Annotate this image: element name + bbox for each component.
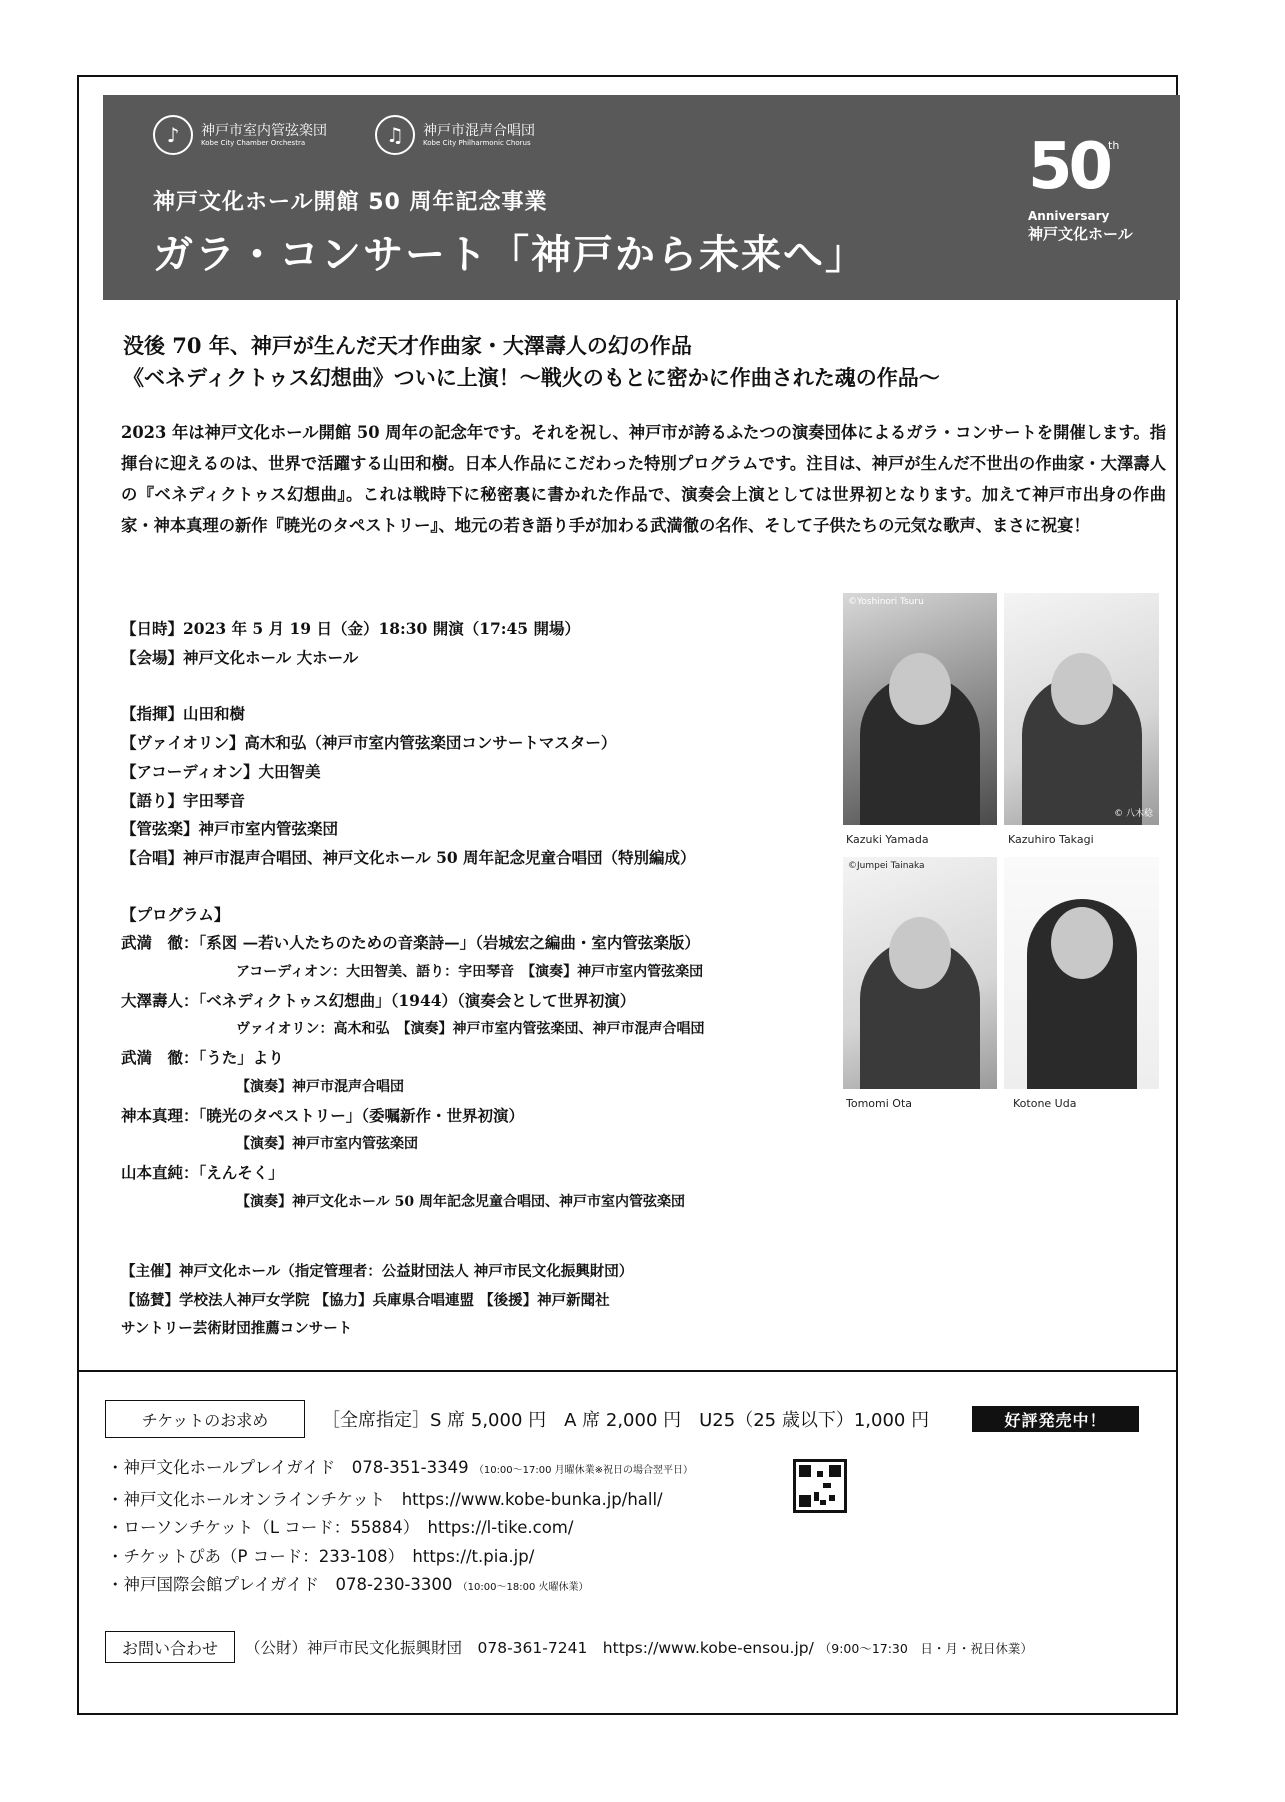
headline <box>123 330 940 394</box>
outlet-item <box>107 1571 693 1603</box>
photo-caption: Kazuki Yamada <box>846 833 929 846</box>
photo-kazuhiro-takagi <box>1004 593 1159 825</box>
credits-recommendation: サントリー芸術財団推薦コンサート <box>121 1320 353 1337</box>
org-chorus <box>375 115 535 155</box>
anniversary-number: 50 <box>1028 130 1110 204</box>
outlet-text: ・神戸文化ホールオンラインチケット https://www.kobe-bunka.jp/hall/ <box>107 1489 663 1509</box>
program-work: 山本直純：「えんそく」 <box>121 1162 284 1182</box>
photo-kazuki-yamada <box>843 593 997 825</box>
portrait-head <box>889 917 951 989</box>
org1-name: 神戸市室内管弦楽団 <box>201 122 327 139</box>
program-work: 神本真理：「暁光のタペストリー」（委嘱新作・世界初演） <box>121 1105 525 1125</box>
org1-name-en: Kobe City Chamber Orchestra <box>201 138 306 147</box>
program-detail: 【演奏】神戸文化ホール 50 周年記念児童合唱団、神戸市室内管弦楽団 <box>236 1193 685 1210</box>
info-narration: 【語り】宇田琴音 <box>121 790 246 810</box>
ticket-prices: ［全席指定］S 席 5,000 円 A 席 2,000 円 U25（25 歳以下）1,000 円 <box>322 1410 930 1431</box>
headline-line1: 没後 70 年、神戸が生んだ天才作曲家・大澤壽人の幻の作品 <box>123 333 692 358</box>
event-details <box>121 615 704 1216</box>
info-violin: 【ヴァイオリン】高木和弘（神戸市室内管弦楽団コンサートマスター） <box>121 733 617 753</box>
outlet-note: （10:00～18:00 火曜休業） <box>457 1582 589 1594</box>
program-work: 武満 徹：「系図 —若い人たちのための音楽詩—」（岩城宏之編曲・室内管弦楽版） <box>121 933 700 953</box>
program-work: 大澤壽人：「ベネディクトゥス幻想曲」（1944）（演奏会として世界初演） <box>121 990 636 1010</box>
anniversary-hall: 神戸文化ホール <box>1028 225 1133 243</box>
contact-hours: （9:00～17:30 日・月・祝日休業） <box>818 1641 1033 1656</box>
program-detail: 【演奏】神戸市混声合唱団 <box>236 1078 404 1095</box>
photo-caption: Kazuhiro Takagi <box>1008 833 1094 846</box>
event-title: ガラ・コンサート「神戸から未来へ」 <box>153 232 867 278</box>
org2-name-en: Kobe City Philharmonic Chorus <box>423 138 531 147</box>
outlet-text: ・ローソンチケット（L コード：55884） https://l-tike.com/ <box>107 1518 574 1538</box>
photo-credit: ©Jumpei Tainaka <box>848 861 925 871</box>
outlet-text: ・神戸国際会館プレイガイド 078-230-3300 <box>107 1575 453 1595</box>
photo-credit: © 八木稔 <box>1114 809 1153 819</box>
header-banner <box>103 95 1180 300</box>
org-chamber-orchestra <box>153 115 327 155</box>
info-orchestra: 【管弦楽】神戸市室内管弦楽団 <box>121 819 339 839</box>
photo-caption: Tomomi Ota <box>846 1097 913 1110</box>
photo-tomomi-ota <box>843 857 997 1089</box>
photo-credit: ©Yoshinori Tsuru <box>848 597 924 607</box>
outlet-item <box>107 1486 693 1515</box>
outlet-item <box>107 1514 693 1543</box>
violin-logo-icon: ♪ <box>153 115 193 155</box>
info-accordion: 【アコーディオン】大田智美 <box>121 761 321 781</box>
anniversary-label: Anniversary <box>1028 209 1110 223</box>
portrait-head <box>1051 653 1113 725</box>
org2-name: 神戸市混声合唱団 <box>423 122 535 139</box>
anniversary-suffix: th <box>1108 139 1120 152</box>
section-divider <box>77 1370 1178 1372</box>
outlet-item <box>107 1543 693 1572</box>
contact-info <box>245 1636 1033 1658</box>
chorus-logo-icon: ♫ <box>375 115 415 155</box>
photo-kotone-uda <box>1004 857 1159 1089</box>
credits-sponsors: 【協賛】学校法人神戸女学院 【協力】兵庫県合唱連盟 【後援】神戸新聞社 <box>121 1291 610 1309</box>
info-date: 【日時】2023 年 5 月 19 日（金）18:30 開演（17:45 開場） <box>121 619 580 638</box>
intro-paragraph: 2023 年は神戸文化ホール開館 50 周年の記念年です。それを祝し、神戸市が誇るふたつの演奏団体によるガラ・コンサートを開催します。指揮台に迎えるのは、世界で活躍する山田和樹。日本人作品にこだわった特別プログラムです。注目は、神戸が生んだ不世出の作曲家・大澤壽人の『ベネディクトゥス幻想曲』。これは戦時下に秘密裏に書かれた作品で、演奏会上演としては世界初となります。加えて神戸市出身の作曲家・神本真理の新作『暁光のタペストリー』、地元の若き語り手が加わる武満徹の名作、そして子供たちの元気な歌声、まさに祝宴！ <box>121 423 1166 535</box>
program-heading: 【プログラム】 <box>121 904 230 924</box>
photo-caption: Kotone Uda <box>1013 1097 1077 1110</box>
program-work: 武満 徹：「うた」より <box>121 1048 284 1068</box>
on-sale-badge: 好評発売中！ <box>972 1406 1139 1432</box>
qr-code-icon[interactable] <box>793 1459 847 1513</box>
outlet-item <box>107 1454 693 1486</box>
portrait-head <box>889 653 951 725</box>
program-detail: 【演奏】神戸市室内管弦楽団 <box>236 1136 418 1153</box>
program-detail: アコーディオン：大田智美、語り：宇田琴音 【演奏】神戸市室内管弦楽団 <box>236 964 704 981</box>
outlet-text: ・チケットぴあ（P コード：233-108） https://t.pia.jp/ <box>107 1546 535 1566</box>
anniversary-logo <box>1028 130 1148 244</box>
headline-line2: 《ベネディクトゥス幻想曲》ついに上演！～戦火のもとに密かに作曲された魂の作品～ <box>123 365 940 390</box>
event-subtitle: 神戸文化ホール開館 50 周年記念事業 <box>153 190 548 215</box>
program-detail: ヴァイオリン：高木和弘 【演奏】神戸市室内管弦楽団、神戸市混声合唱団 <box>236 1021 705 1038</box>
info-venue: 【会場】神戸文化ホール 大ホール <box>121 647 359 667</box>
info-conductor: 【指揮】山田和樹 <box>121 704 246 724</box>
info-chorus: 【合唱】神戸市混声合唱団、神戸文化ホール 50 周年記念児童合唱団（特別編成） <box>121 847 696 867</box>
credits-organizer: 【主催】神戸文化ホール（指定管理者：公益財団法人 神戸市民文化振興財団） <box>121 1263 634 1280</box>
contact-label: お問い合わせ <box>105 1631 235 1663</box>
outlet-note: （10:00～17:00 月曜休業※祝日の場合翌平日） <box>473 1465 694 1476</box>
ticket-label: チケットのお求め <box>105 1400 305 1438</box>
ticket-outlets <box>107 1454 693 1603</box>
outlet-text: ・神戸文化ホールプレイガイド 078-351-3349 <box>107 1458 469 1477</box>
portrait-head <box>1051 907 1113 979</box>
contact-text: （公財）神戸市民文化振興財団 078-361-7241 https://www.kobe-ensou.jp/ <box>245 1639 814 1657</box>
credits <box>121 1258 633 1344</box>
